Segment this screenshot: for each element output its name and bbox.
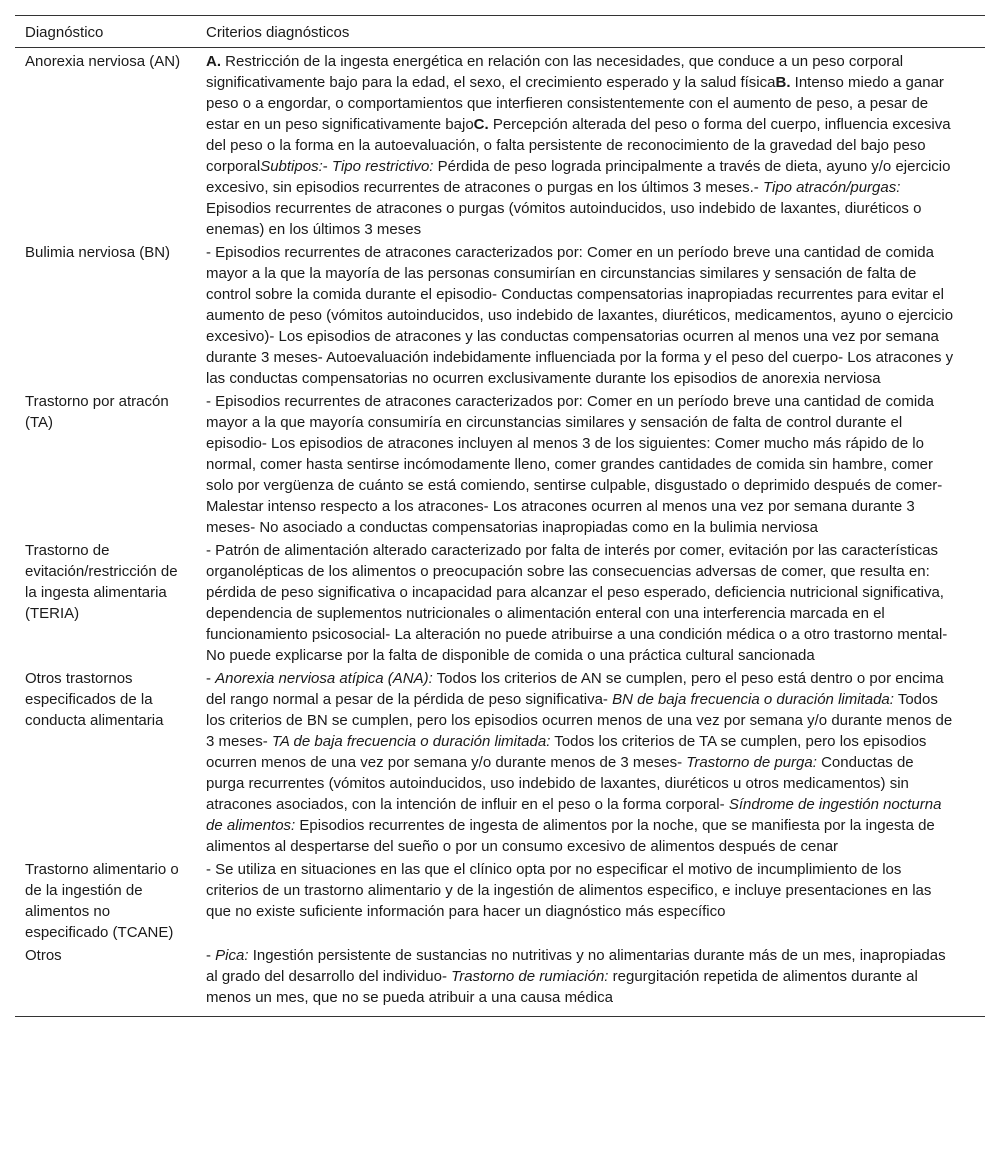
criteria-cell (196, 945, 985, 1017)
criteria-text-segment: Tipo atracón/purgas: (762, 179, 901, 196)
criteria-text-segment: - Los atracones ocurren al menos una vez por semana durante 3 meses (206, 498, 915, 536)
criteria-text-segment: TA de baja frecuencia o duración limitada: (271, 733, 551, 750)
diagnosis-cell: Anorexia nerviosa (AN) (25, 53, 181, 70)
table-row (15, 242, 985, 391)
table-row (15, 668, 985, 859)
criteria-text-segment: - Los episodios de atracones y las conductas compensatorias ocurren al menos una vez por semana durante 3 meses (206, 328, 939, 366)
criteria-text-segment: Trastorno de rumiación: (451, 968, 609, 985)
criteria-cell (196, 48, 985, 243)
criteria-text-segment: - (206, 947, 216, 964)
criteria-text-segment: - Autoevaluación indebidamente influenciada por la forma y el peso del cuerpo (317, 349, 839, 366)
diagnostic-criteria-table (15, 15, 985, 1017)
criteria-text-segment: - (602, 691, 613, 708)
criteria-text-segment: Todos los criterios de BN se cumplen, pero los episodios ocurren menos de una vez por semana y/o durante menos de 3 meses (206, 691, 953, 750)
diagnosis-cell: Trastorno de evitación/restricción de la ingesta alimentaria (TERIA) (25, 542, 178, 622)
criteria-cell (196, 859, 985, 945)
diagnosis-cell: Trastorno alimentario o de la ingestión de alimentos no especificado (TCANE) (25, 861, 179, 941)
diagnosis-cell: Otros (15, 945, 196, 1017)
criteria-text-segment: - (322, 158, 332, 175)
criteria-text-segment: Pica: (215, 947, 249, 964)
table-row (15, 391, 985, 540)
table-row (15, 859, 985, 945)
criteria-text-segment: - Patrón de alimentación alterado caracterizado por falta de interés por comer, evitación por las características organolépticas de los alimentos o preocupación sobre las consecuencias adversas de comer, que resulta en: pérdida de peso significativa o incapacidad para alcanzar el peso esperado, deficiencia nutricional significativa, dependencia de suplementos nutricionales o alimentación enteral con una interferencia marcada en el funcionamiento psicosocial (206, 542, 944, 643)
diagnosis-cell: Otros trastornos especificados de la conducta alimentaria (25, 670, 164, 729)
table-row (15, 945, 985, 1017)
criteria-text-segment: - Conductas compensatorias inapropiadas recurrentes para evitar el aumento de peso (vómitos autoinducidos, uso indebido de laxantes, diuréticos, medicamentos, ayuno o ejercicio excesivo) (206, 286, 954, 345)
criteria-text-segment: - Episodios recurrentes de atracones caracterizados por: Comer en un período breve una cantidad de comida mayor a la que la mayoría de las personas consumirían en circunstancias similares y sensación de falta de control sobre la comida durante el episodio (206, 244, 934, 303)
criteria-text-segment: Todos los criterios de AN se cumplen, pero el peso está dentro o por encima del rango normal a pesar de la pérdida de peso significativa (206, 670, 944, 708)
criteria-cell (196, 391, 985, 540)
criteria-text-segment: - (719, 796, 729, 813)
criteria-text-segment: Anorexia nerviosa atípica (ANA): (215, 670, 433, 687)
criteria-text-segment: Síndrome de ingestión nocturna de alimentos: (206, 796, 942, 834)
criteria-text-segment: - Se utiliza en situaciones en las que el clínico opta por no especificar el motivo de incumplimiento de los criterios de un trastorno alimentario y de la ingestión de alimentos especifico, e incluye presentaciones en las que no existe suficiente información para hacer un diagnóstico más específico (206, 861, 932, 920)
diagnosis-cell: Trastorno por atracón (TA) (25, 393, 169, 431)
criteria-text-segment: - Los atracones y las conductas compensatorias no ocurren exclusivamente durante los episodios de anorexia nerviosa (206, 349, 954, 387)
criteria-text-segment: Pérdida de peso lograda principalmente a través de dieta, ayuno y/o ejercicio excesivo, sin episodios recurrentes de atracones o purgas en los últimos 3 meses. (206, 158, 951, 196)
criteria-text-segment: - Los episodios de atracones incluyen al menos 3 de los siguientes: Comer mucho más rápido de lo normal, comer hasta sentirse incómodamente lleno, comer grandes cantidades de comida sin hambre, comer solo por vergüenza de cuánto se está comiendo, sentirse culpable, disgustado o deprimido después de comer (206, 435, 938, 494)
criteria-text-segment: - (206, 670, 216, 687)
criteria-cell (196, 540, 985, 668)
header-row (15, 16, 985, 48)
criteria-text-segment: - Malestar intenso respecto a los atracones (206, 477, 943, 515)
criteria-text-segment: Episodios recurrentes de ingesta de alimentos por la noche, que se manifiesta por la ingesta de alimentos al despertarse del sueño o por un consumo excesivo de alimentos después de cenar (206, 817, 935, 855)
criteria-table-container (15, 15, 985, 1017)
table-row (15, 48, 985, 243)
criteria-text-segment: BN de baja frecuencia o duración limitada: (612, 691, 894, 708)
criteria-text-segment: Conductas de purga recurrentes (vómitos autoinducidos, uso indebido de laxantes, diuréticos u otros medicamentos) sin atracones asociados, con la intención de influir en el peso o la forma corporal (206, 754, 914, 813)
diagnosis-cell: Bulimia nerviosa (BN) (25, 244, 171, 261)
criteria-text-segment: - La alteración no puede atribuirse a una condición médica o a otro trastorno mental (385, 626, 943, 643)
criteria-text-segment: Todos los criterios de TA se cumplen, pero los episodios ocurren menos de una vez por semana y/o durante menos de 3 meses (206, 733, 927, 771)
criteria-text-segment: - No asociado a conductas compensatorias inapropiadas como en la bulimia nerviosa (250, 519, 819, 536)
criteria-cell (196, 668, 985, 859)
criteria-text-segment: Restricción de la ingesta energética en relación con las necesidades, que conduce a un peso corporal significativamente bajo para la edad, el sexo, el crecimiento esperado y la salud física (206, 53, 904, 91)
header-diagnosis: Diagnóstico (15, 16, 196, 48)
criteria-text-segment: A. (206, 53, 221, 70)
header-criteria: Criterios diagnósticos (196, 16, 985, 48)
table-header (15, 16, 985, 48)
criteria-text-segment: Subtipos: (260, 158, 323, 175)
criteria-text-segment: Trastorno de purga: (686, 754, 817, 771)
criteria-text-segment: Percepción alterada del peso o forma del cuerpo, influencia excesiva del peso o la forma en la autoevaluación, o falta persistente de reconocimiento de la gravedad del bajo peso corporal (206, 116, 951, 175)
criteria-text-segment: Ingestión persistente de sustancias no nutritivas y no alimentarias durante más de un mes, inapropiadas al grado del desarrollo del individuo (206, 947, 946, 985)
criteria-text-segment: - (677, 754, 687, 771)
criteria-text-segment: Intenso miedo a ganar peso o a engordar, o comportamientos que interfieren consistentemente con el aumento de peso, a pesar de estar en un peso significativamente bajo (206, 74, 944, 133)
criteria-text-segment: - (753, 179, 763, 196)
criteria-text-segment: regurgitación repetida de alimentos durante al menos un mes, que no se pueda atribuir a una causa médica (206, 968, 918, 1006)
criteria-text-segment: Episodios recurrentes de atracones o purgas (vómitos autoinducidos, uso indebido de laxantes, diuréticos o enemas) en los últimos 3 meses (206, 200, 922, 238)
criteria-text-segment: - No puede explicarse por la falta de disponible de comida o una práctica cultural sancionada (206, 626, 948, 664)
criteria-text-segment: C. (473, 116, 489, 133)
table-body (15, 48, 985, 1017)
criteria-text-segment: - (442, 968, 452, 985)
criteria-text-segment: Tipo restrictivo: (331, 158, 434, 175)
criteria-text-segment: - Episodios recurrentes de atracones caracterizados por: Comer en un período breve una cantidad de comida mayor a la que mayoría consumiría en circunstancias similares y sensación de falta de control durante el episodio (206, 393, 934, 452)
table-row (15, 540, 985, 668)
criteria-cell (196, 242, 985, 391)
criteria-text-segment: B. (775, 74, 791, 91)
criteria-text-segment: - (262, 733, 272, 750)
